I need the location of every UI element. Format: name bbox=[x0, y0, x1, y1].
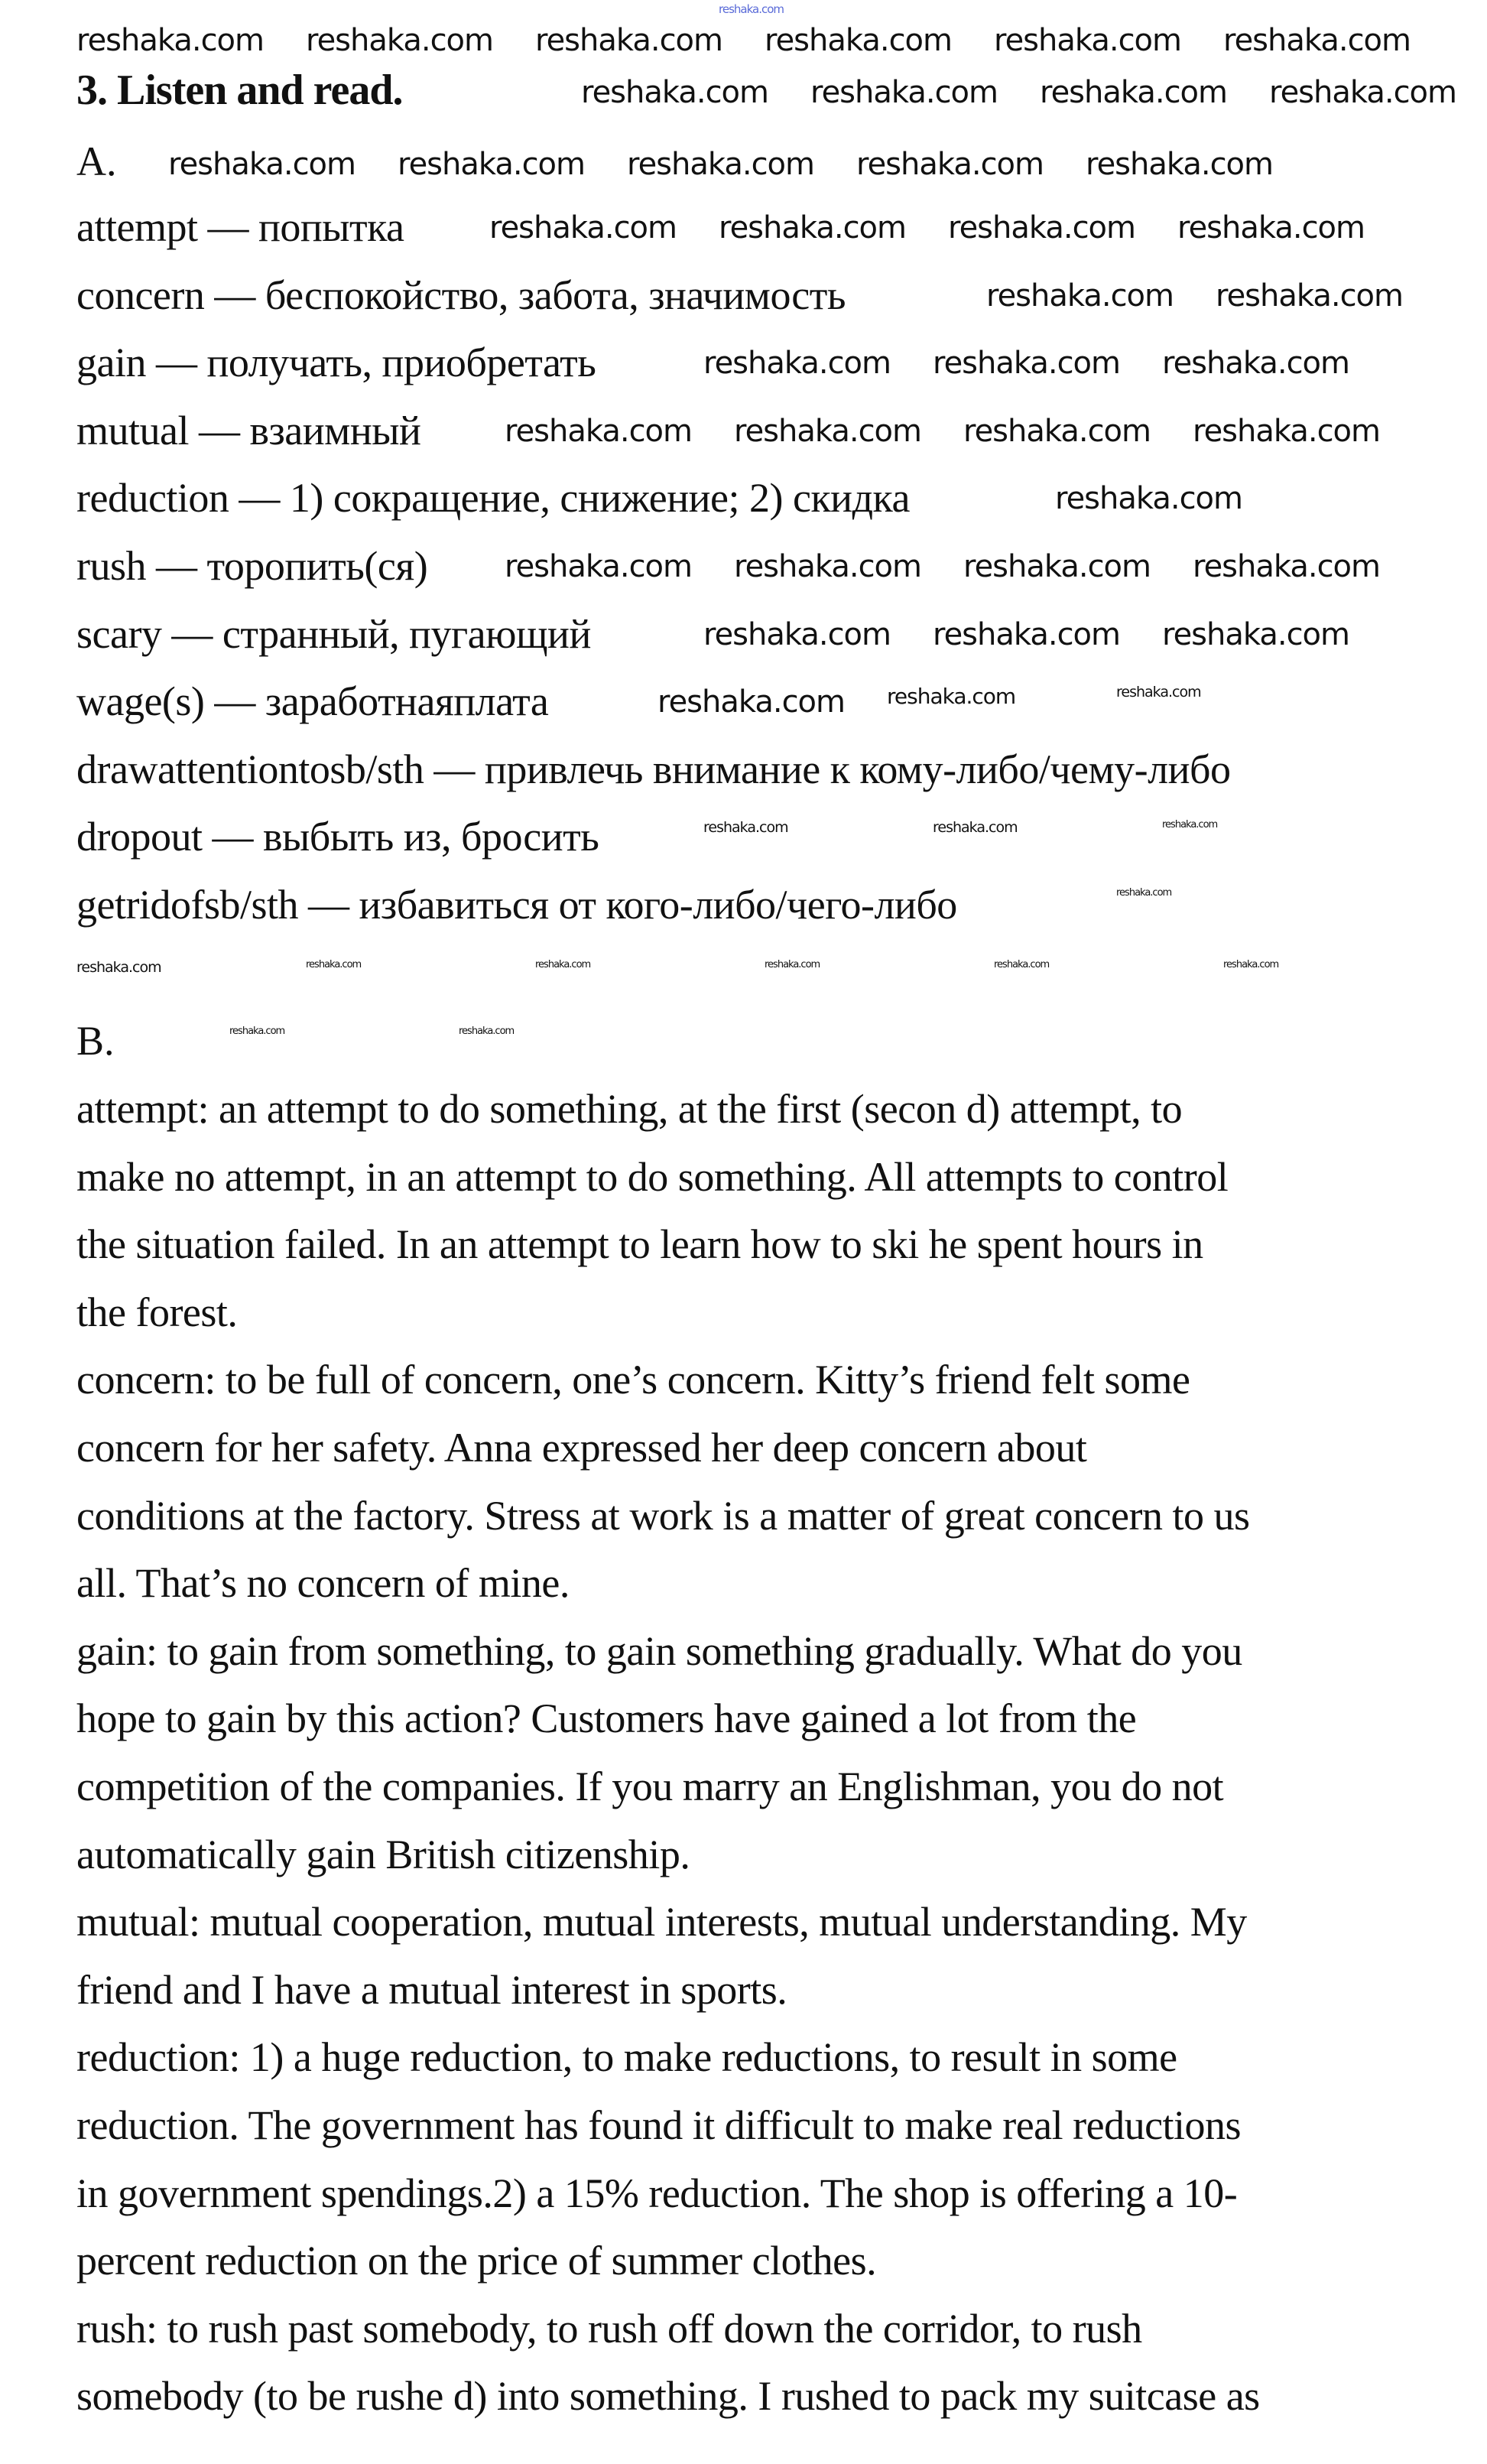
text-line: concern: to be full of concern, one’s concern. Kitty’s friend felt some bbox=[76, 1357, 1190, 1403]
watermark-text: reshaka.com bbox=[1162, 819, 1218, 831]
watermark-text: reshaka.com bbox=[734, 414, 921, 449]
text-line: the forest. bbox=[76, 1289, 238, 1335]
section-b-usage-text bbox=[76, 1075, 1260, 2430]
watermark-text: reshaka.com bbox=[703, 617, 891, 652]
watermark-text: reshaka.com bbox=[719, 210, 906, 245]
watermark-text: reshaka.com bbox=[535, 959, 591, 970]
watermark-text: reshaka.com bbox=[810, 75, 998, 110]
text-line: concern for her safety. Anna expressed her deep concern about bbox=[76, 1424, 1087, 1471]
vocabulary-entry: drawattentiontosb/sth — привлечь внимание к кому-либо/чему-либо bbox=[76, 746, 1231, 792]
text-line: hope to gain by this action? Customers have gained a lot from the bbox=[76, 1695, 1137, 1742]
watermark-text: reshaka.com bbox=[459, 1026, 515, 1037]
watermark-text: reshaka.com bbox=[1162, 346, 1349, 381]
text-line: reduction. The government has found it difficult to make real reductions bbox=[76, 2102, 1242, 2148]
watermark-text: reshaka.com bbox=[986, 278, 1174, 314]
section-a-label: A. bbox=[76, 138, 117, 184]
watermark-text: reshaka.com bbox=[168, 147, 356, 182]
watermark-text: reshaka.com bbox=[948, 210, 1135, 245]
watermark-text: reshaka.com bbox=[765, 23, 952, 58]
watermark-text: reshaka.com bbox=[994, 23, 1181, 58]
text-line: automatically gain British citizenship. bbox=[76, 1831, 690, 1877]
watermark-text: reshaka.com bbox=[306, 23, 493, 58]
watermark-text: reshaka.com bbox=[1223, 23, 1411, 58]
watermark-text: reshaka.com bbox=[627, 147, 814, 182]
watermark-text: reshaka.com bbox=[505, 549, 692, 584]
watermark-text: reshaka.com bbox=[1193, 414, 1380, 449]
vocabulary-entry: rush — торопить(ся) bbox=[76, 542, 428, 589]
text-line: reduction: 1) a huge reduction, to make reductions, to result in some bbox=[76, 2034, 1177, 2081]
text-line: mutual: mutual cooperation, mutual interests, mutual understanding. My bbox=[76, 1899, 1247, 1946]
text-line: competition of the companies. If you marry an Englishman, you do not bbox=[76, 1763, 1224, 1809]
watermark-text: reshaka.com bbox=[76, 959, 161, 976]
watermark-text: reshaka.com bbox=[398, 147, 585, 182]
vocabulary-entry: wage(s) — заработнаяплата bbox=[76, 678, 549, 725]
watermark-text: reshaka.com bbox=[1216, 278, 1403, 314]
watermark-text: reshaka.com bbox=[1116, 684, 1201, 701]
watermark-text: reshaka.com bbox=[657, 684, 845, 720]
text-line: the situation failed. In an attempt to learn how to ski he spent hours in bbox=[76, 1221, 1203, 1268]
watermark-text: reshaka.com bbox=[229, 1026, 285, 1037]
watermark-text: reshaka.com bbox=[703, 819, 788, 836]
watermark-text: reshaka.com bbox=[1223, 959, 1279, 970]
vocabulary-entry: concern — беспокойство, забота, значимость bbox=[76, 271, 846, 318]
text-line: gain: to gain from something, to gain something gradually. What do you bbox=[76, 1627, 1242, 1674]
vocabulary-entry: reduction — 1) сокращение, снижение; 2) скидка bbox=[76, 475, 910, 522]
watermark-text: reshaka.com bbox=[306, 959, 362, 970]
watermark-text: reshaka.com bbox=[887, 684, 1016, 709]
exercise-title: 3. Listen and read. bbox=[76, 67, 403, 114]
watermark-text: reshaka.com bbox=[933, 346, 1120, 381]
text-line: all. That’s no concern of mine. bbox=[76, 1560, 570, 1607]
watermark-text: reshaka.com bbox=[856, 147, 1044, 182]
watermark-text: reshaka.com bbox=[1040, 75, 1227, 110]
text-line: conditions at the factory. Stress at work is a matter of great concern to us bbox=[76, 1492, 1250, 1539]
text-line: attempt: an attempt to do something, at the first (secon d) attempt, to bbox=[76, 1086, 1183, 1132]
text-line: friend and I have a mutual interest in sports. bbox=[76, 1966, 787, 2013]
watermark-text: reshaka.com bbox=[1086, 147, 1273, 182]
watermark-text: reshaka.com bbox=[719, 2, 784, 16]
vocabulary-entry: attempt — попытка bbox=[76, 204, 404, 250]
watermark-text: reshaka.com bbox=[505, 414, 692, 449]
vocabulary-entry: mutual — взаимный bbox=[76, 407, 421, 453]
section-b-label: B. bbox=[76, 1018, 115, 1064]
text-line: somebody (to be rushe d) into something. I rushed to pack my suitcase as bbox=[76, 2373, 1260, 2420]
watermark-text: reshaka.com bbox=[933, 617, 1120, 652]
watermark-text: reshaka.com bbox=[76, 23, 264, 58]
watermark-text: reshaka.com bbox=[734, 549, 921, 584]
watermark-text: reshaka.com bbox=[703, 346, 891, 381]
text-line: make no attempt, in an attempt to do something. All attempts to control bbox=[76, 1153, 1229, 1200]
vocabulary-entry: getridofsb/sth — избавиться от кого-либо/чего-либо bbox=[76, 881, 957, 928]
watermark-text: reshaka.com bbox=[1269, 75, 1456, 110]
vocabulary-entry: gain — получать, приобретать bbox=[76, 340, 596, 386]
watermark-text: reshaka.com bbox=[963, 549, 1151, 584]
watermark-text: reshaka.com bbox=[994, 959, 1050, 970]
watermark-text: reshaka.com bbox=[963, 414, 1151, 449]
watermark-text: reshaka.com bbox=[1193, 549, 1380, 584]
watermark-text: reshaka.com bbox=[489, 210, 677, 245]
watermark-text: reshaka.com bbox=[1055, 481, 1242, 516]
watermark-text: reshaka.com bbox=[581, 75, 768, 110]
watermark-text: reshaka.com bbox=[765, 959, 820, 970]
vocabulary-entry: dropout — выбыть из, бросить bbox=[76, 814, 599, 860]
watermark-text: reshaka.com bbox=[1177, 210, 1365, 245]
watermark-text: reshaka.com bbox=[1162, 617, 1349, 652]
text-line: rush: to rush past somebody, to rush off down the corridor, to rush bbox=[76, 2305, 1142, 2352]
vocabulary-entry: scary — странный, пугающий bbox=[76, 610, 591, 657]
text-line: in government spendings.2) a 15% reduction. The shop is offering a 10- bbox=[76, 2170, 1238, 2216]
watermark-text: reshaka.com bbox=[1116, 887, 1172, 899]
watermark-text: reshaka.com bbox=[535, 23, 722, 58]
text-line: percent reduction on the price of summer clothes. bbox=[76, 2238, 877, 2284]
watermark-text: reshaka.com bbox=[933, 819, 1018, 836]
